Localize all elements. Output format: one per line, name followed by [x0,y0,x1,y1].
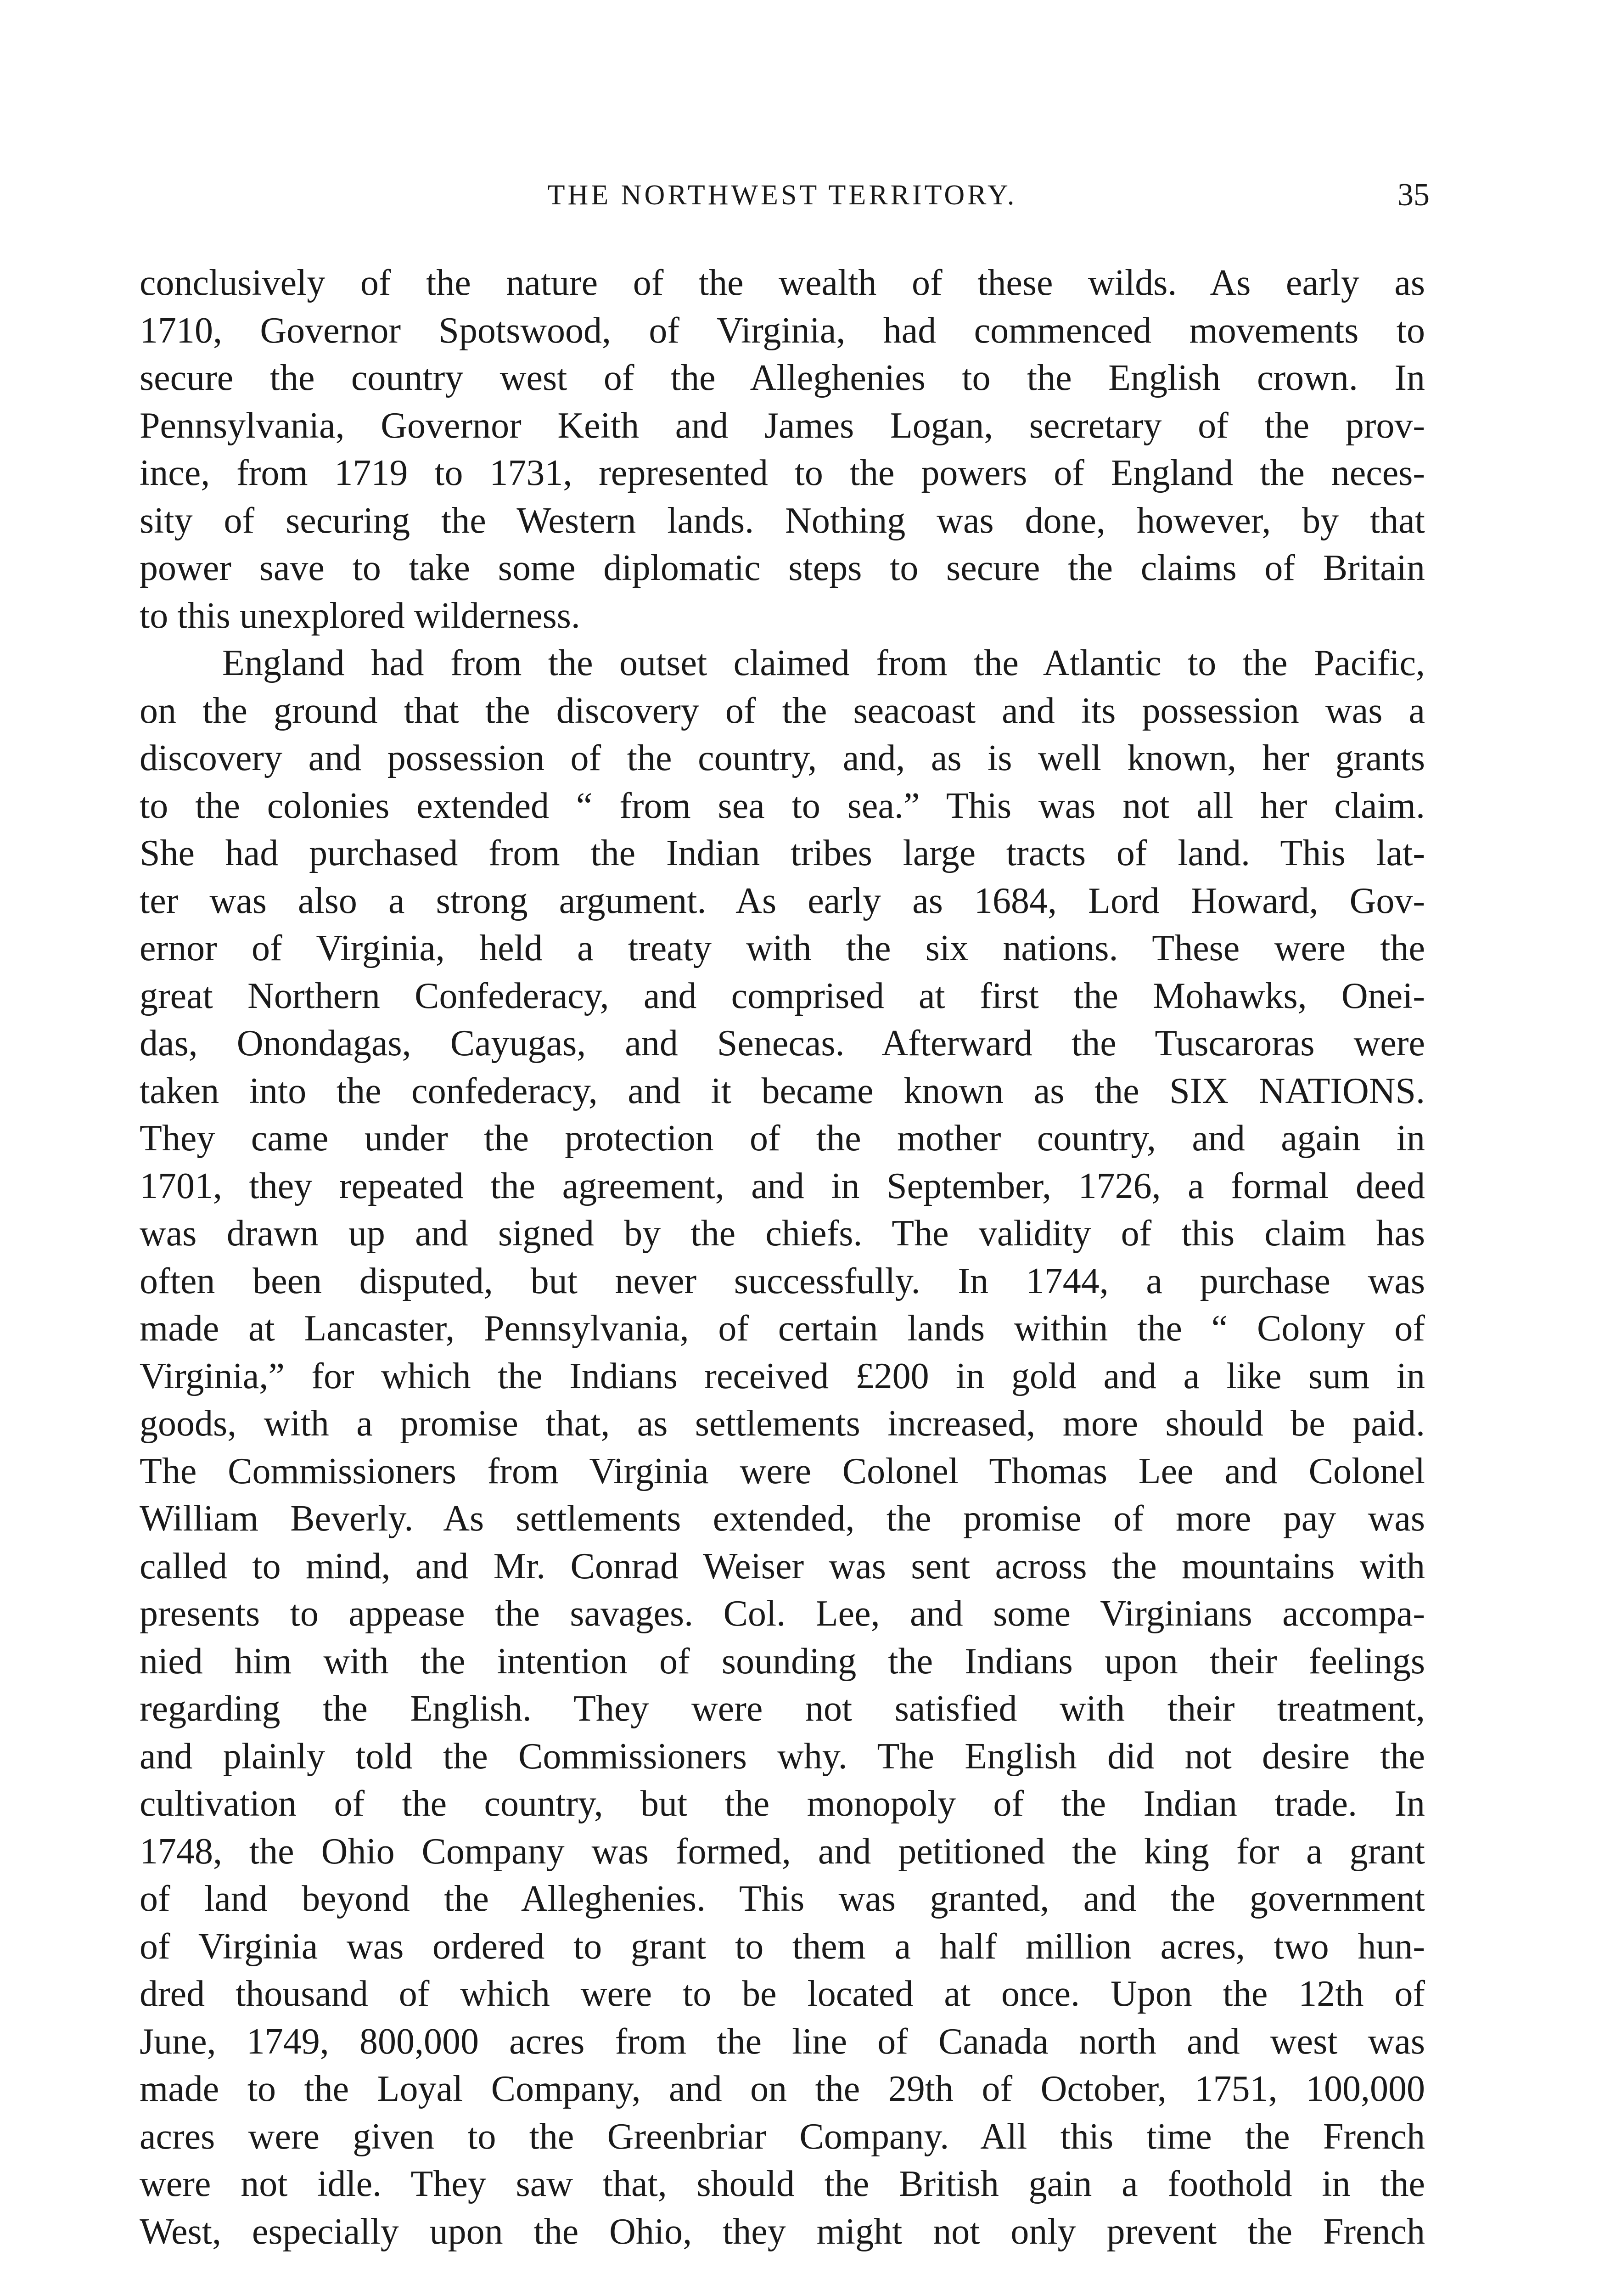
text-line: often been disputed, but never successfully. In 1744, a purchase was [140,1261,1425,1301]
text-line: taken into the confederacy, and it became known as the SIX NATIONS. [140,1070,1425,1111]
text-line: ince, from 1719 to 1731, represented to the powers of England the neces- [140,453,1425,493]
text-line: das, Onondagas, Cayugas, and Senecas. Afterward the Tuscaroras were [140,1023,1425,1064]
text-line: of land beyond the Alleghenies. This was granted, and the government [140,1879,1425,1919]
text-line: discovery and possession of the country, and, as is well known, her grants [140,738,1425,778]
text-line: secure the country west of the Alleghenies to the English crown. In [140,358,1425,398]
text-line: Virginia,” for which the Indians received £200 in gold and a like sum in [140,1356,1425,1396]
text-line: William Beverly. As settlements extended, the promise of more pay was [140,1498,1425,1539]
text-line: nied him with the intention of sounding the Indians upon their feelings [140,1641,1425,1682]
text-line: of Virginia was ordered to grant to them a half million acres, two hun- [140,1926,1425,1967]
text-line: 1701, they repeated the agreement, and in September, 1726, a formal deed [140,1165,1425,1206]
text-line: was drawn up and signed by the chiefs. The validity of this claim has [140,1213,1425,1254]
text-line: cultivation of the country, but the monopoly of the Indian trade. In [140,1784,1425,1824]
body-text [140,259,1425,2256]
text-line: on the ground that the discovery of the seacoast and its possession was a [140,690,1425,731]
text-line: goods, with a promise that, as settlements increased, more should be paid. [140,1403,1425,1444]
text-line: presents to appease the savages. Col. Lee, and some Virginians accompa- [140,1593,1425,1634]
text-line: acres were given to the Greenbriar Company. All this time the French [140,2116,1425,2157]
text-line: regarding the English. They were not satisfied with their treatment, [140,1688,1425,1729]
text-line: West, especially upon the Ohio, they might not only prevent the French [140,2211,1425,2252]
text-line: They came under the protection of the mother country, and again in [140,1118,1425,1159]
text-line: great Northern Confederacy, and comprised at first the Mohawks, Onei- [140,975,1425,1016]
text-line: to the colonies extended “ from sea to sea.” This was not all her claim. [140,785,1425,826]
running-head-title: THE NORTHWEST TERRITORY. [547,180,1017,211]
text-line: power save to take some diplomatic steps to secure the claims of Britain [140,548,1425,588]
text-line: dred thousand of which were to be located at once. Upon the 12th of [140,1974,1425,2014]
running-head [140,174,1430,216]
paragraph-1 [140,259,1425,640]
text-line: Pennsylvania, Governor Keith and James Logan, secretary of the prov- [140,405,1425,446]
text-line: 1748, the Ohio Company was formed, and petitioned the king for a grant [140,1831,1425,1872]
text-line: The Commissioners from Virginia were Colonel Thomas Lee and Colonel [140,1451,1425,1491]
text-line: conclusively of the nature of the wealth of these wilds. As early as [140,263,1425,303]
text-line: 1710, Governor Spotswood, of Virginia, had commenced movements to [140,310,1425,351]
text-line: called to mind, and Mr. Conrad Weiser was sent across the mountains with [140,1546,1425,1587]
text-line: ter was also a strong argument. As early as 1684, Lord Howard, Gov- [140,880,1425,921]
text-line: and plainly told the Commissioners why. The English did not desire the [140,1736,1425,1777]
paragraph-2 [140,640,1425,2256]
text-line: made to the Loyal Company, and on the 29th of October, 1751, 100,000 [140,2069,1425,2109]
text-line: She had purchased from the Indian tribes large tracts of land. This lat- [140,833,1425,873]
text-line: England had from the outset claimed from the Atlantic to the Pacific, [222,643,1425,683]
text-line: ernor of Virginia, held a treaty with the six nations. These were the [140,928,1425,968]
text-line: sity of securing the Western lands. Nothing was done, however, by that [140,500,1425,541]
text-line: to this unexplored wilderness. [140,595,580,636]
page-number: 35 [1397,177,1430,213]
text-line: were not idle. They saw that, should the British gain a foothold in the [140,2164,1425,2204]
text-line: made at Lancaster, Pennsylvania, of certain lands within the “ Colony of [140,1308,1425,1349]
text-line: June, 1749, 800,000 acres from the line of Canada north and west was [140,2021,1425,2062]
